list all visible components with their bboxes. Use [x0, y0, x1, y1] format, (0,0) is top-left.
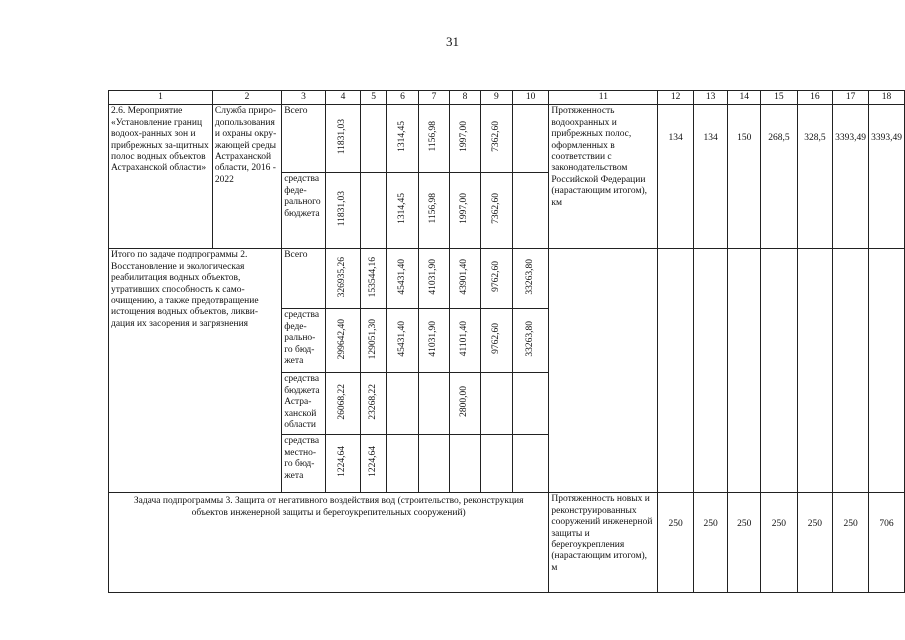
- indicator-value: 706: [869, 493, 905, 593]
- table-row: [109, 493, 905, 593]
- value-cell: 7362,60: [480, 173, 512, 249]
- col-header: 4: [325, 91, 360, 105]
- indicator-value: 150: [728, 105, 761, 249]
- col-header: 3: [282, 91, 326, 105]
- empty-cell: [693, 249, 728, 493]
- empty-cell: [549, 249, 658, 493]
- value-cell: [512, 105, 549, 173]
- program-table: [108, 90, 905, 593]
- table-row: [109, 249, 905, 309]
- empty-cell: [658, 249, 693, 493]
- col-header: 12: [658, 91, 693, 105]
- value-cell: 1224,64: [325, 435, 360, 493]
- value-cell: 11831,03: [325, 105, 360, 173]
- value-cell: 153544,16: [361, 249, 387, 309]
- funding-source: Всего: [282, 249, 326, 309]
- indicator-value: 250: [693, 493, 728, 593]
- value-cell: 1997,00: [449, 105, 480, 173]
- col-header: 13: [693, 91, 728, 105]
- indicator-value: 250: [728, 493, 761, 593]
- value-cell: 23268,22: [361, 373, 387, 435]
- value-cell: [361, 105, 387, 173]
- value-cell: [418, 373, 449, 435]
- value-cell: 1314,45: [387, 105, 419, 173]
- column-number-row: [109, 91, 905, 105]
- indicator-cell: Протяженность новых и реконструированных сооружений инженерной защиты и берегоукрепления (нарастающим итогом), м: [549, 493, 658, 593]
- value-cell: [387, 435, 419, 493]
- value-cell: 11831,03: [325, 173, 360, 249]
- value-cell: 1156,98: [418, 105, 449, 173]
- indicator-value: 250: [761, 493, 797, 593]
- col-header: 6: [387, 91, 419, 105]
- value-cell: 33263,80: [512, 309, 549, 373]
- funding-source: средства бюджета Астра-ханской области: [282, 373, 326, 435]
- value-cell: 45431,40: [387, 249, 419, 309]
- value-cell: 45431,40: [387, 309, 419, 373]
- value-cell: 41101,40: [449, 309, 480, 373]
- funding-source: средства местно-го бюд-жета: [282, 435, 326, 493]
- value-cell: 33263,80: [512, 249, 549, 309]
- empty-cell: [761, 249, 797, 493]
- empty-cell: [833, 249, 869, 493]
- col-header: 8: [449, 91, 480, 105]
- col-header: 18: [869, 91, 905, 105]
- funding-source: Всего: [282, 105, 326, 173]
- indicator-value: 134: [658, 105, 693, 249]
- indicator-value: 3393,49: [869, 105, 905, 249]
- col-header: 9: [480, 91, 512, 105]
- col-header: 2: [212, 91, 281, 105]
- value-cell: 1224,64: [361, 435, 387, 493]
- empty-cell: [728, 249, 761, 493]
- task-3-title: Задача подпрограммы 3. Защита от негативного воздействия вод (строительство, реконструкция объектов инженерной защиты и берегоукрепительных сооружений): [109, 493, 549, 593]
- value-cell: 1997,00: [449, 173, 480, 249]
- executor-cell: Служба приро-допользования и охраны окру-жающей среды Астраханской области, 2016 - 2022: [212, 105, 281, 249]
- value-cell: [512, 435, 549, 493]
- indicator-value: 134: [693, 105, 728, 249]
- value-cell: 9762,60: [480, 249, 512, 309]
- col-header: 1: [109, 91, 213, 105]
- col-header: 14: [728, 91, 761, 105]
- col-header: 7: [418, 91, 449, 105]
- task-total-title: Итого по задаче подпрограммы 2. Восстановление и экологическая реабилитация водных объектов, утративших способность к само-очищению, а также предотвращение истощения водных объектов, ликви-дация их засорения и загрязнения: [109, 249, 282, 493]
- funding-source: средства феде-рального бюджета: [282, 173, 326, 249]
- activity-cell: 2.6. Мероприятие «Установление границ водоох-ранных зон и прибрежных за-щитных полос водных объектов Астраханской области»: [109, 105, 213, 249]
- col-header: 10: [512, 91, 549, 105]
- col-header: 16: [797, 91, 833, 105]
- empty-cell: [869, 249, 905, 493]
- value-cell: 26068,22: [325, 373, 360, 435]
- value-cell: [449, 435, 480, 493]
- indicator-value: 250: [797, 493, 833, 593]
- value-cell: 43901,40: [449, 249, 480, 309]
- value-cell: [512, 373, 549, 435]
- col-header: 15: [761, 91, 797, 105]
- value-cell: [512, 173, 549, 249]
- empty-cell: [797, 249, 833, 493]
- indicator-value: 328,5: [797, 105, 833, 249]
- value-cell: 1156,98: [418, 173, 449, 249]
- value-cell: [418, 435, 449, 493]
- value-cell: 1314,45: [387, 173, 419, 249]
- value-cell: 41031,90: [418, 309, 449, 373]
- value-cell: 326935,26: [325, 249, 360, 309]
- value-cell: [387, 373, 419, 435]
- page-number: 31: [446, 34, 459, 49]
- table-row: [109, 105, 905, 173]
- value-cell: [480, 373, 512, 435]
- col-header: 5: [361, 91, 387, 105]
- indicator-cell: Протяженность водоохранных и прибрежных полос, оформленных в соответствии с законодательством Российской Федерации (нарастающим итогом), км: [549, 105, 658, 249]
- col-header: 17: [833, 91, 869, 105]
- value-cell: [480, 435, 512, 493]
- indicator-value: 250: [658, 493, 693, 593]
- funding-source: средства феде-рально-го бюд-жета: [282, 309, 326, 373]
- value-cell: 41031,90: [418, 249, 449, 309]
- value-cell: 2800,00: [449, 373, 480, 435]
- indicator-value: 250: [833, 493, 869, 593]
- value-cell: [361, 173, 387, 249]
- col-header: 11: [549, 91, 658, 105]
- indicator-value: 3393,49: [833, 105, 869, 249]
- value-cell: 7362,60: [480, 105, 512, 173]
- indicator-value: 268,5: [761, 105, 797, 249]
- value-cell: 129051,30: [361, 309, 387, 373]
- value-cell: 9762,60: [480, 309, 512, 373]
- value-cell: 299642,40: [325, 309, 360, 373]
